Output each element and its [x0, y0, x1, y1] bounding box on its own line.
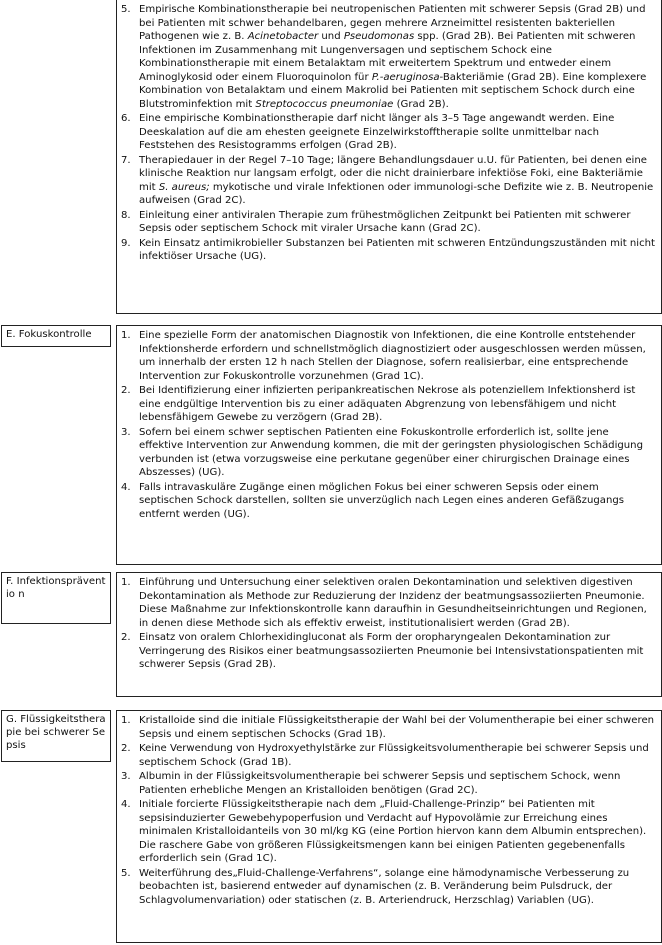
list-item	[121, 576, 655, 630]
section-label: E. Fokuskontrolle	[6, 329, 92, 340]
item-number: 3.	[121, 426, 131, 438]
item-text: Albumin in der Flüssigkeitsvolumentherapie bei schwerer Sepsis und septischem Schock, wenn Patienten erhebliche Mengen an Kristalloiden benötigen (Grad 2C).	[139, 771, 621, 796]
item-number: 8.	[121, 209, 131, 221]
item-text: Falls intravaskuläre Zugänge einen möglichen Fokus bei einer schweren Sepsis oder einem septischen Schock darstellen, sollten sie unverzüglich nach Legen eines anderen Gefäßzugangs entfernt werden (UG).	[139, 481, 625, 520]
section-g-content	[116, 710, 662, 943]
item-text: Einsatz von oralem Chlorhexidingluconat als Form der oropharyngealen Dekontamination zur Verringerung des Risikos einer beatmungsassoziierten Pneumonie bei Intensivstationspatienten mit schwerer Sepsis (Grad 2B).	[139, 632, 644, 670]
section-label: G. Flüssigkeitstherapie bei schwerer Sepsis	[6, 714, 106, 751]
item-text: Empirische Kombinationstherapie bei neutropenischen Patienten mit schwerer Sepsis (Grad 2B) und bei Patienten mit schwer behandelbaren, gegen mehrere Arzneimittel resistenten bakteriellen Pathogenen wie z. B. Acinetobacter und Pseudomonas spp. (Grad 2B). Bei Patienten mit schweren Infektionen im Zusammenhang mit Lungenversagen und septischem Schock eine Kombinationstherapie mit einem Betalaktam mit erweitertem Spektrum und entweder einem Aminoglykosid oder einem Fluoroquinolon für P.-aeruginosa-Bakteriämie (Grad 2B). Eine komplexere Kombination von Betalaktam und einem Makrolid bei Patienten mit septischem Schock durch eine Blutstrominfektion mit Streptococcus pneumoniae (Grad 2B).	[139, 4, 647, 110]
recommendation-list	[121, 3, 655, 264]
list-item	[121, 237, 655, 264]
item-text: Initiale forcierte Flüssigkeitstherapie nach dem „Fluid-Challenge-Prinzip“ bei Patienten mit sepsisinduzierter Gewebehypoperfusion und Verdacht auf Hypovolämie zur Erreichung eines minimalen Kristalloidanteils von 30 ml/kg KG (eine Portion hiervon kann dem Albumin entsprechen). Die raschere Gabe von größeren Flüssigkeitsmengen kann bei einigen Patienten gegebenenfalls erforderlich sein (Grad 1C).	[139, 799, 647, 864]
list-item	[121, 481, 655, 522]
item-number: 1.	[121, 330, 131, 341]
list-item	[121, 867, 655, 908]
item-text: Einführung und Untersuchung einer selektiven oralen Dekontamination und selektiven digestiven Dekontamination als Methode zur Reduzierung der Inzidenz der beatmungsassoziierten Pneumonie. Diese Maßnahme zur Infektionskontrolle kann daraufhin in Gesundheitseinrichtungen und Regionen, in denen diese Methode sich als effektiv erweist, institutionalisiert werden (Grad 2B).	[139, 577, 647, 629]
list-item	[121, 329, 655, 383]
section-e-label	[1, 325, 111, 347]
section-g-label	[1, 710, 111, 762]
list-item	[121, 714, 655, 741]
item-text: Kristalloide sind die initiale Flüssigkeitstherapie der Wahl bei der Volumentherapie bei einer schweren Sepsis und einem septischen Schocks (Grad 1B).	[139, 715, 655, 740]
item-text: Keine Verwendung von Hydroxyethylstärke zur Flüssigkeitsvolumentherapie bei schwerer Sepsis und septischem Schock (Grad 1B).	[139, 743, 649, 768]
item-text: Bei Identifizierung einer infizierten peripankreatischen Nekrose als potenziellem Infektionsherd ist eine endgültige Intervention bis zu einer adäquaten Abgrenzung von lebensfähigem und nicht lebensfähigem Gewebe zu verzögern (Grad 2B).	[139, 385, 636, 423]
list-item	[121, 426, 655, 480]
recommendation-list	[121, 714, 655, 907]
list-item	[121, 798, 655, 866]
section-label: F. Infektionspräventio n	[6, 576, 106, 600]
list-item	[121, 770, 655, 797]
list-item	[121, 631, 655, 672]
recommendation-list	[121, 329, 655, 521]
list-item	[121, 3, 655, 111]
section-f-content	[116, 572, 662, 697]
item-number: 4.	[121, 481, 131, 493]
list-item	[121, 112, 655, 153]
recommendation-list	[121, 576, 655, 672]
item-text: Eine spezielle Form der anatomischen Diagnostik von Infektionen, die eine Kontrolle entstehender Infektionsherde erfordern und schnellstmöglich diagnostiziert oder ausgeschlossen werden müssen, um innerhalb der ersten 12 h nach Stellen der Diagnose, sofern realisierbar, eine entsprechende Intervention zur Fokuskontrolle vorzunehmen (Grad 1C).	[139, 330, 646, 382]
item-number: 7.	[121, 154, 131, 166]
item-text: Kein Einsatz antimikrobieller Substanzen bei Patienten mit schweren Entzündungszuständen mit nicht infektiöser Ursache (UG).	[139, 237, 656, 262]
item-text: Einleitung einer antiviralen Therapie zum frühestmöglichen Zeitpunkt bei Patienten mit schwerer Sepsis oder septischem Schock mit viraler Ursache kann (Grad 2C).	[139, 209, 631, 234]
item-number: 5.	[121, 867, 131, 879]
list-item	[121, 384, 655, 425]
section-f-label	[1, 572, 111, 624]
item-number: 6.	[121, 113, 131, 124]
list-item	[121, 154, 655, 208]
item-number: 3.	[121, 771, 131, 782]
item-number: 2.	[121, 743, 131, 754]
item-number: 2.	[121, 385, 131, 396]
list-item	[121, 209, 655, 236]
item-number: 1.	[121, 715, 131, 726]
item-number: 4.	[121, 799, 131, 810]
list-item	[121, 742, 655, 769]
section-e-content	[116, 325, 662, 565]
item-number: 1.	[121, 577, 131, 588]
item-number: 5.	[121, 4, 131, 15]
item-text: Sofern bei einem schwer septischen Patienten eine Fokuskontrolle erforderlich ist, sollte jene effektive Intervention zur Anwendung kommen, die mit der geringsten physiologischen Schädigung verbunden ist (etwa vorzugsweise eine perkutane gegenüber einer chirurgischen Drainage eines Abszesses) (UG).	[139, 426, 643, 478]
item-number: 2.	[121, 632, 131, 643]
item-text: Weiterführung des„Fluid-Challenge-Verfahrens“, solange eine hämodynamische Verbesserung zu beobachten ist, basierend entweder auf dynamischen (z. B. Veränderung beim Pulsdruck, der Schlagvolumenvariation) oder statischen (z. B. Arteriendruck, Herzschlag) Variablen (UG).	[139, 867, 630, 906]
item-number: 9.	[121, 237, 131, 249]
item-text: Eine empirische Kombinationstherapie darf nicht länger als 3–5 Tage angewandt werden. Eine Deeskalation auf die am ehesten geeignete Einzelwirkstofftherapie sollte unmittelbar nach Feststehen des Resistogramms erfolgen (Grad 2B).	[139, 113, 615, 151]
section-d-content	[116, 0, 662, 314]
item-text: Therapiedauer in der Regel 7–10 Tage; längere Behandlungsdauer u.U. für Patienten, bei denen eine klinische Reaktion nur langsam erfolgt, oder die nicht drainierbare infektiöse Foki, eine Bakteriämie mit S. aureus; mykotische und virale Infektionen oder immunologi-sche Defizite wie z. B. Neutropenie aufweisen (Grad 2C).	[139, 154, 654, 206]
